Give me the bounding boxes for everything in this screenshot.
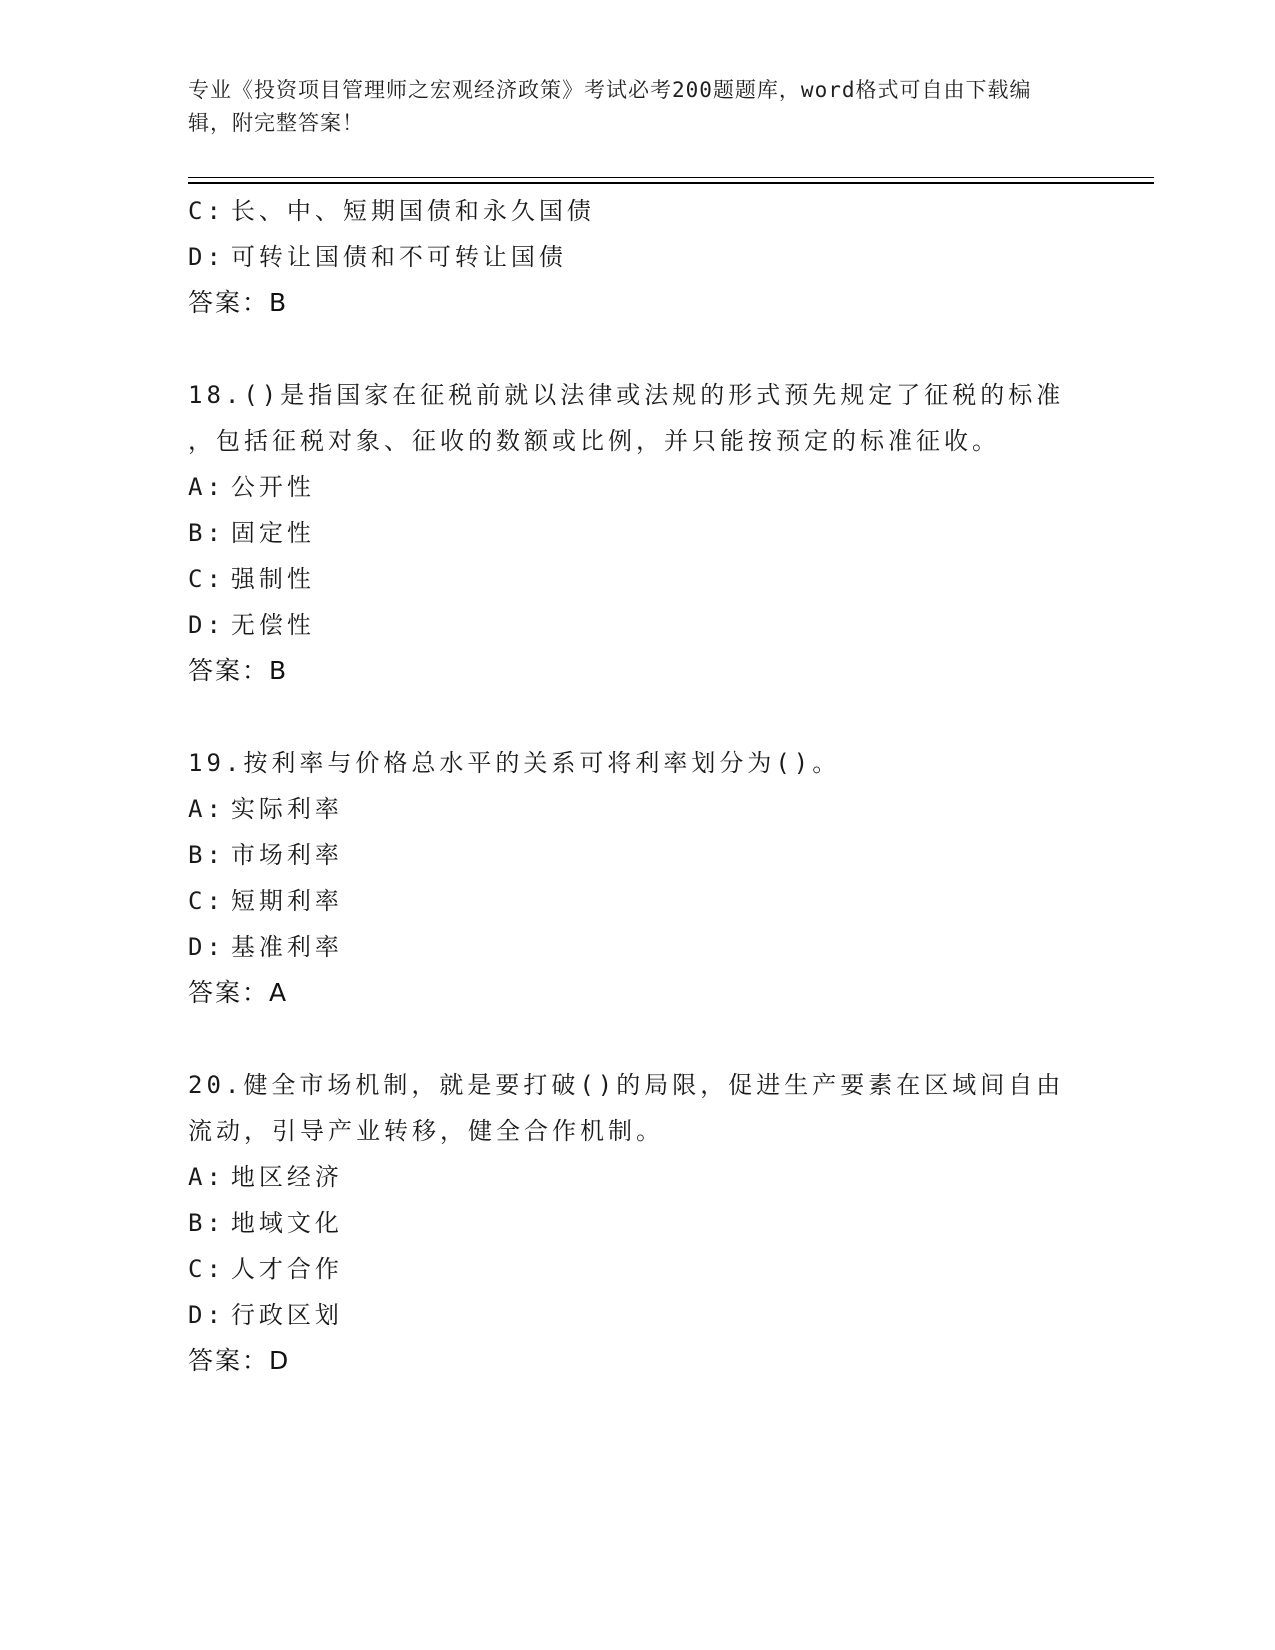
option-c: C: 人才合作 (188, 1255, 343, 1283)
option-a: A: 地区经济 (188, 1163, 343, 1191)
answer-label: 答案：A (188, 978, 289, 1007)
option-c: C: 强制性 (188, 565, 315, 593)
question-stem-line-1: 20.健全市场机制，就是要打破()的局限，促进生产要素在区域间自由 (188, 1071, 1065, 1099)
option-d: D: 基准利率 (188, 933, 343, 961)
question-18 (188, 372, 1088, 694)
question-20 (188, 1062, 1088, 1384)
option-c: C: 短期利率 (188, 887, 343, 915)
question-stem-line-2: ，包括征税对象、征收的数额或比例，并只能按预定的标准征收。 (188, 427, 1000, 455)
option-b: B: 地域文化 (188, 1209, 343, 1237)
answer-label: 答案：D (188, 1346, 291, 1375)
header-rule-thin (188, 177, 1154, 178)
option-a: A: 公开性 (188, 473, 315, 501)
question-stem-line-1: 18.()是指国家在征税前就以法律或法规的形式预先规定了征税的标准 (188, 381, 1065, 409)
question-19 (188, 740, 1088, 1016)
question-17-tail (188, 188, 1088, 326)
header-rule-thick (188, 182, 1154, 184)
question-stem-line-2: 流动，引导产业转移，健全合作机制。 (188, 1117, 664, 1145)
option-c: C: 长、中、短期国债和永久国债 (188, 197, 595, 225)
document-header: 专业《投资项目管理师之宏观经济政策》考试必考200题题库，word格式可自由下载编辑，附完整答案！ (188, 78, 1032, 135)
option-d: D: 无偿性 (188, 611, 315, 639)
option-d: D: 可转让国债和不可转让国债 (188, 243, 567, 271)
option-b: B: 固定性 (188, 519, 315, 547)
answer-label: 答案：B (188, 288, 289, 317)
question-stem-line-1: 19.按利率与价格总水平的关系可将利率划分为()。 (188, 749, 841, 777)
option-a: A: 实际利率 (188, 795, 343, 823)
answer-label: 答案：B (188, 656, 289, 685)
option-d: D: 行政区划 (188, 1301, 343, 1329)
option-b: B: 市场利率 (188, 841, 343, 869)
question-list (188, 188, 1088, 1384)
